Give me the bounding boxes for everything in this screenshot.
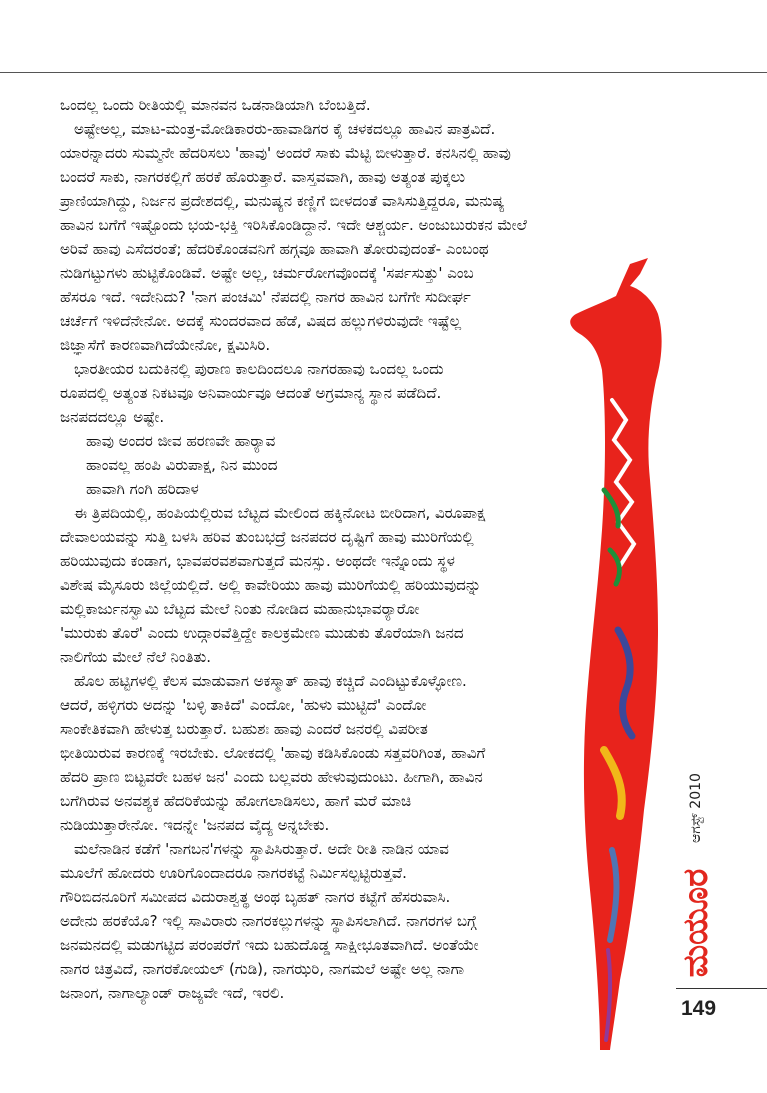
article-line: ಜನಪದದಲ್ಲೂ ಅಷ್ಟೇ. [60,408,165,426]
article-line: ಅರಿವೆ ಹಾವು ಎಸೆದರಂತೆ; ಹೆದರಿಕೊಂಡವನಿಗೆ ಹಗ್ಗವೂ ಹಾವಾಗಿ ತೋರುವುದಂತೆ- ಎಂಬಂಥ [60,240,489,258]
article-line: ಜನಾಂಗ, ನಾಗಾಲ್ಯಾಂಡ್ ರಾಜ್ಯವೇ ಇದೆ, ಇರಲಿ. [60,984,285,1002]
verse-line: ಹಾಂವಲ್ಲ ಹಂಪಿ ವಿರುಪಾಕ್ಷ, ನಿನ ಮುಂದ [86,456,278,474]
article-line: ಹೊಲ ಹಟ್ಟಿಗಳಲ್ಲಿ ಕೆಲಸ ಮಾಡುವಾಗ ಅಕಸ್ಮಾತ್ ಹಾವು ಕಚ್ಚಿದೆ ಎಂದಿಟ್ಟುಕೊಳ್ಳೋಣ. [74,672,467,690]
article-line: ಅದೇನು ಹರಕೆಯೊ? ಇಲ್ಲಿ ಸಾವಿರಾರು ನಾಗರಕಲ್ಲುಗಳನ್ನು ಸ್ಥಾಪಿಸಲಾಗಿದೆ. ನಾಗರಗಳ ಬಗ್ಗೆ [60,912,477,930]
article-line: ದೇವಾಲಯವನ್ನು ಸುತ್ತಿ ಬಳಸಿ ಹರಿವ ತುಂಬಭದ್ರೆ ಜನಪದರ ದೃಷ್ಟಿಗೆ ಹಾವು ಮುರಿಗೆಯಲ್ಲಿ [60,528,474,546]
article-line: ಬಗೆಗಿರುವ ಅನವಶ್ಯಕ ಹೆದರಿಕೆಯನ್ನು ಹೋಗಲಾಡಿಸಲು, ಹಾಗೆ ಮರೆ ಮಾಚಿ [60,792,412,810]
article-line: ಹೆದರಿ ಪ್ರಾಣ ಬಿಟ್ಟವರೇ ಬಹಳ ಜನ' ಎಂದು ಬಲ್ಲವರು ಹೇಳುವುದುಂಟು. ಹೀಗಾಗಿ, ಹಾವಿನ [60,768,483,786]
verse-line: ಹಾವು ಅಂದರ ಜೀವ ಹರಣವೇ ಹಾರ್‍ಯಾವ [86,432,276,450]
article-line: ಮೂಲೆಗೆ ಹೋದರು ಊರಿಗೊಂದಾದರೂ ನಾಗರಕಟ್ಟೆ ನಿರ್ಮಿಸಲ್ಪಟ್ಟಿರುತ್ತವೆ. [60,864,407,882]
footer-rule [676,988,767,989]
article-line: ಒಂದಲ್ಲ ಒಂದು ರೀತಿಯಲ್ಲಿ ಮಾನವನ ಒಡನಾಡಿಯಾಗಿ ಬೆಂಬತ್ತಿದೆ. [60,96,371,114]
article-line: ಅಷ್ಟೇಅಲ್ಲ, ಮಾಟ-ಮಂತ್ರ-ಮೋಡಿಕಾರರು-ಹಾವಾಡಿಗರ ಕೈ ಚಳಕದಲ್ಲೂ ಹಾವಿನ ಪಾತ್ರವಿದೆ. [74,120,496,138]
page-number: 149 [681,997,717,1020]
article-line: 'ಮುರುಕು ತೊರೆ' ಎಂದು ಉದ್ಗಾರವೆತ್ತಿದ್ದೇ ಕಾಲಕ್ರಮೇಣ ಮುಡುಕು ತೊರೆಯಾಗಿ ಜನದ [60,624,464,642]
article-line: ಆದರೆ, ಹಳ್ಳಿಗರು ಅದನ್ನು 'ಬಳ್ಳಿ ತಾಕಿದೆ' ಎಂದೋ, 'ಹುಳು ಮುಟ್ಟಿದೆ' ಎಂದೋ [60,696,427,714]
article-line: ಭಾರತೀಯರ ಬದುಕಿನಲ್ಲಿ ಪುರಾಣ ಕಾಲದಿಂದಲೂ ನಾಗರಹಾವು ಒಂದಲ್ಲ ಒಂದು [74,360,444,378]
article-line: ವಿಶೇಷ ಮೈಸೂರು ಜಿಲ್ಲೆಯಲ್ಲಿದೆ. ಅಲ್ಲಿ ಕಾವೇರಿಯು ಹಾವು ಮುರಿಗೆಯಲ್ಲಿ ಹರಿಯುವುದನ್ನು [60,576,481,594]
article-line: ಜಿಜ್ಞಾಸೆಗೆ ಕಾರಣವಾಗಿದೆಯೇನೋ, ಕ್ಷಮಿಸಿರಿ. [60,336,271,354]
article-line: ನುಡಿಯುತ್ತಾರೇನೋ. ಇದನ್ನೇ 'ಜನಪದ ವೈದ್ಯ ಅನ್ನಬೇಕು. [60,816,330,834]
article-line: ಚರ್ಚೆಗೆ ಇಳಿದೆನೇನೋ. ಅದಕ್ಕೆ ಸುಂದರವಾದ ಹೆಡೆ, ವಿಷದ ಹಲ್ಲುಗಳಿರುವುದೇ ಇಷ್ಟೆಲ್ಲ [60,312,462,330]
article-line: ಬಂದರೆ ಸಾಕು, ನಾಗರಕಲ್ಲಿಗೆ ಹರಕೆ ಹೊರುತ್ತಾರೆ. ವಾಸ್ತವವಾಗಿ, ಹಾವು ಅತ್ಯಂತ ಪುಕ್ಕಲು [60,168,465,186]
article-line: ಸಾಂಕೇತಿಕವಾಗಿ ಹೇಳುತ್ತ ಬರುತ್ತಾರೆ. ಬಹುಶಃ ಹಾವು ಎಂದರೆ ಜನರಲ್ಲಿ ವಿಪರೀತ [60,720,428,738]
article-line: ಜನಮನದಲ್ಲಿ ಮಡುಗಟ್ಟಿದ ಪರಂಪರೆಗೆ ಇದು ಬಹುದೊಡ್ಡ ಸಾಕ್ಷೀಭೂತವಾಗಿದೆ. ಅಂತೆಯೇ [60,936,479,954]
magazine-title: ಮಯೂರ [676,868,716,977]
article-line: ಮಲ್ಲಿಕಾರ್ಜುನಸ್ವಾಮಿ ಬೆಟ್ಟದ ಮೇಲೆ ನಿಂತು ನೋಡಿದ ಮಹಾನುಭಾವರ್‍ಯಾರೋ [60,600,420,618]
article-line: ಹರಿಯುವುದು ಕಂಡಾಗ, ಭಾವಪರವಶವಾಗುತ್ತದೆ ಮನಸ್ಸು. ಅಂಥದೇ ಇನ್ನೊಂದು ಸ್ಥಳ [60,552,455,570]
article-line: ಹಾವಿನ ಬಗೆಗೆ ಇಷ್ಟೊಂದು ಭಯ-ಭಕ್ತಿ ಇರಿಸಿಕೊಂಡಿದ್ದಾನೆ. ಇದೇ ಆಶ್ಚರ್ಯ. ಅಂಜುಬುರುಕನ ಮೇಲೆ [60,216,527,234]
article-line: ಮಲೆನಾಡಿನ ಕಡೆಗೆ 'ನಾಗಬನ'ಗಳನ್ನು ಸ್ಥಾಪಿಸಿರುತ್ತಾರೆ. ಅದೇ ರೀತಿ ನಾಡಿನ ಯಾವ [74,840,449,858]
article-line: ಯಾರನ್ನಾದರು ಸುಮ್ಮನೇ ಹೆದರಿಸಲು 'ಹಾವು' ಅಂದರೆ ಸಾಕು ಮೆಟ್ಟಿ ಬೀಳುತ್ತಾರೆ. ಕನಸಿನಲ್ಲಿ ಹಾವು [60,144,511,162]
issue-date: ಆಗಸ್ಟ್ 2010 [688,772,704,843]
article-line: ಗೌರಿಬಿದನೂರಿಗೆ ಸಮೀಪದ ವಿದುರಾಶ್ವತ್ಥ ಅಂಥ ಬೃಹತ್ ನಾಗರ ಕಟ್ಟೆಗೆ ಹೆಸರುವಾಸಿ. [60,888,451,906]
article-line: ಹೆಸರೂ ಇದೆ. ಇದೇನಿದು? 'ನಾಗ ಪಂಚಮಿ' ನೆಪದಲ್ಲಿ ನಾಗರ ಹಾವಿನ ಬಗೆಗೇ ಸುದೀರ್ಘ [60,288,471,306]
article-line: ಭೀತಿಯಿರುವ ಕಾರಣಕ್ಕೆ ಇರಬೇಕು. ಲೋಕದಲ್ಲಿ 'ಹಾವು ಕಡಿಸಿಕೊಂಡು ಸತ್ತವರಿಗಿಂತ, ಹಾವಿಗೆ [60,744,486,762]
verse-line: ಹಾವಾಗಿ ಗಂಗಿ ಹರಿದಾಳ [86,480,199,498]
article-line: ನುಡಿಗಟ್ಟುಗಳು ಹುಟ್ಟಿಕೊಂಡಿವೆ. ಅಷ್ಟೇ ಅಲ್ಲ, ಚರ್ಮರೋಗವೊಂದಕ್ಕೆ 'ಸರ್ಪಸುತ್ತು' ಎಂಬ [60,264,474,282]
magazine-sidebar [676,760,716,990]
snake-illustration [560,250,670,1050]
article-line: ಈ ತ್ರಿಪದಿಯಲ್ಲಿ, ಹಂಪಿಯಲ್ಲಿರುವ ಬೆಟ್ಟದ ಮೇಲಿಂದ ಹಕ್ಕಿನೋಟ ಬೀರಿದಾಗ, ವಿರೂಪಾಕ್ಷ [74,504,486,522]
article-line: ರೂಪದಲ್ಲಿ ಅತ್ಯಂತ ನಿಕಟವೂ ಅನಿವಾರ್ಯವೂ ಆದಂತೆ ಅಗ್ರಮಾನ್ಯ ಸ್ಥಾನ ಪಡೆದಿದೆ. [60,384,442,402]
article-line: ಪ್ರಾಣಿಯಾಗಿದ್ದು, ನಿರ್ಜನ ಪ್ರದೇಶದಲ್ಲಿ, ಮನುಷ್ಯನ ಕಣ್ಣಿಗೆ ಬೀಳದಂತೆ ವಾಸಿಸುತ್ತಿದ್ದರೂ, ಮನುಷ್ಯ [60,192,505,210]
snake-body [570,258,661,1050]
top-rule [0,72,767,73]
article-line: ನಾಲಿಗೆಯ ಮೇಲೆ ನೆಲೆ ನಿಂತಿತು. [60,648,211,666]
article-line: ನಾಗರ ಚಿತ್ರವಿದೆ, ನಾಗರಕೋಯಲ್ (ಗುಡಿ), ನಾಗಝರಿ, ನಾಗಮಲೆ ಅಷ್ಟೇ ಅಲ್ಲ ನಾಗಾ [60,960,465,978]
